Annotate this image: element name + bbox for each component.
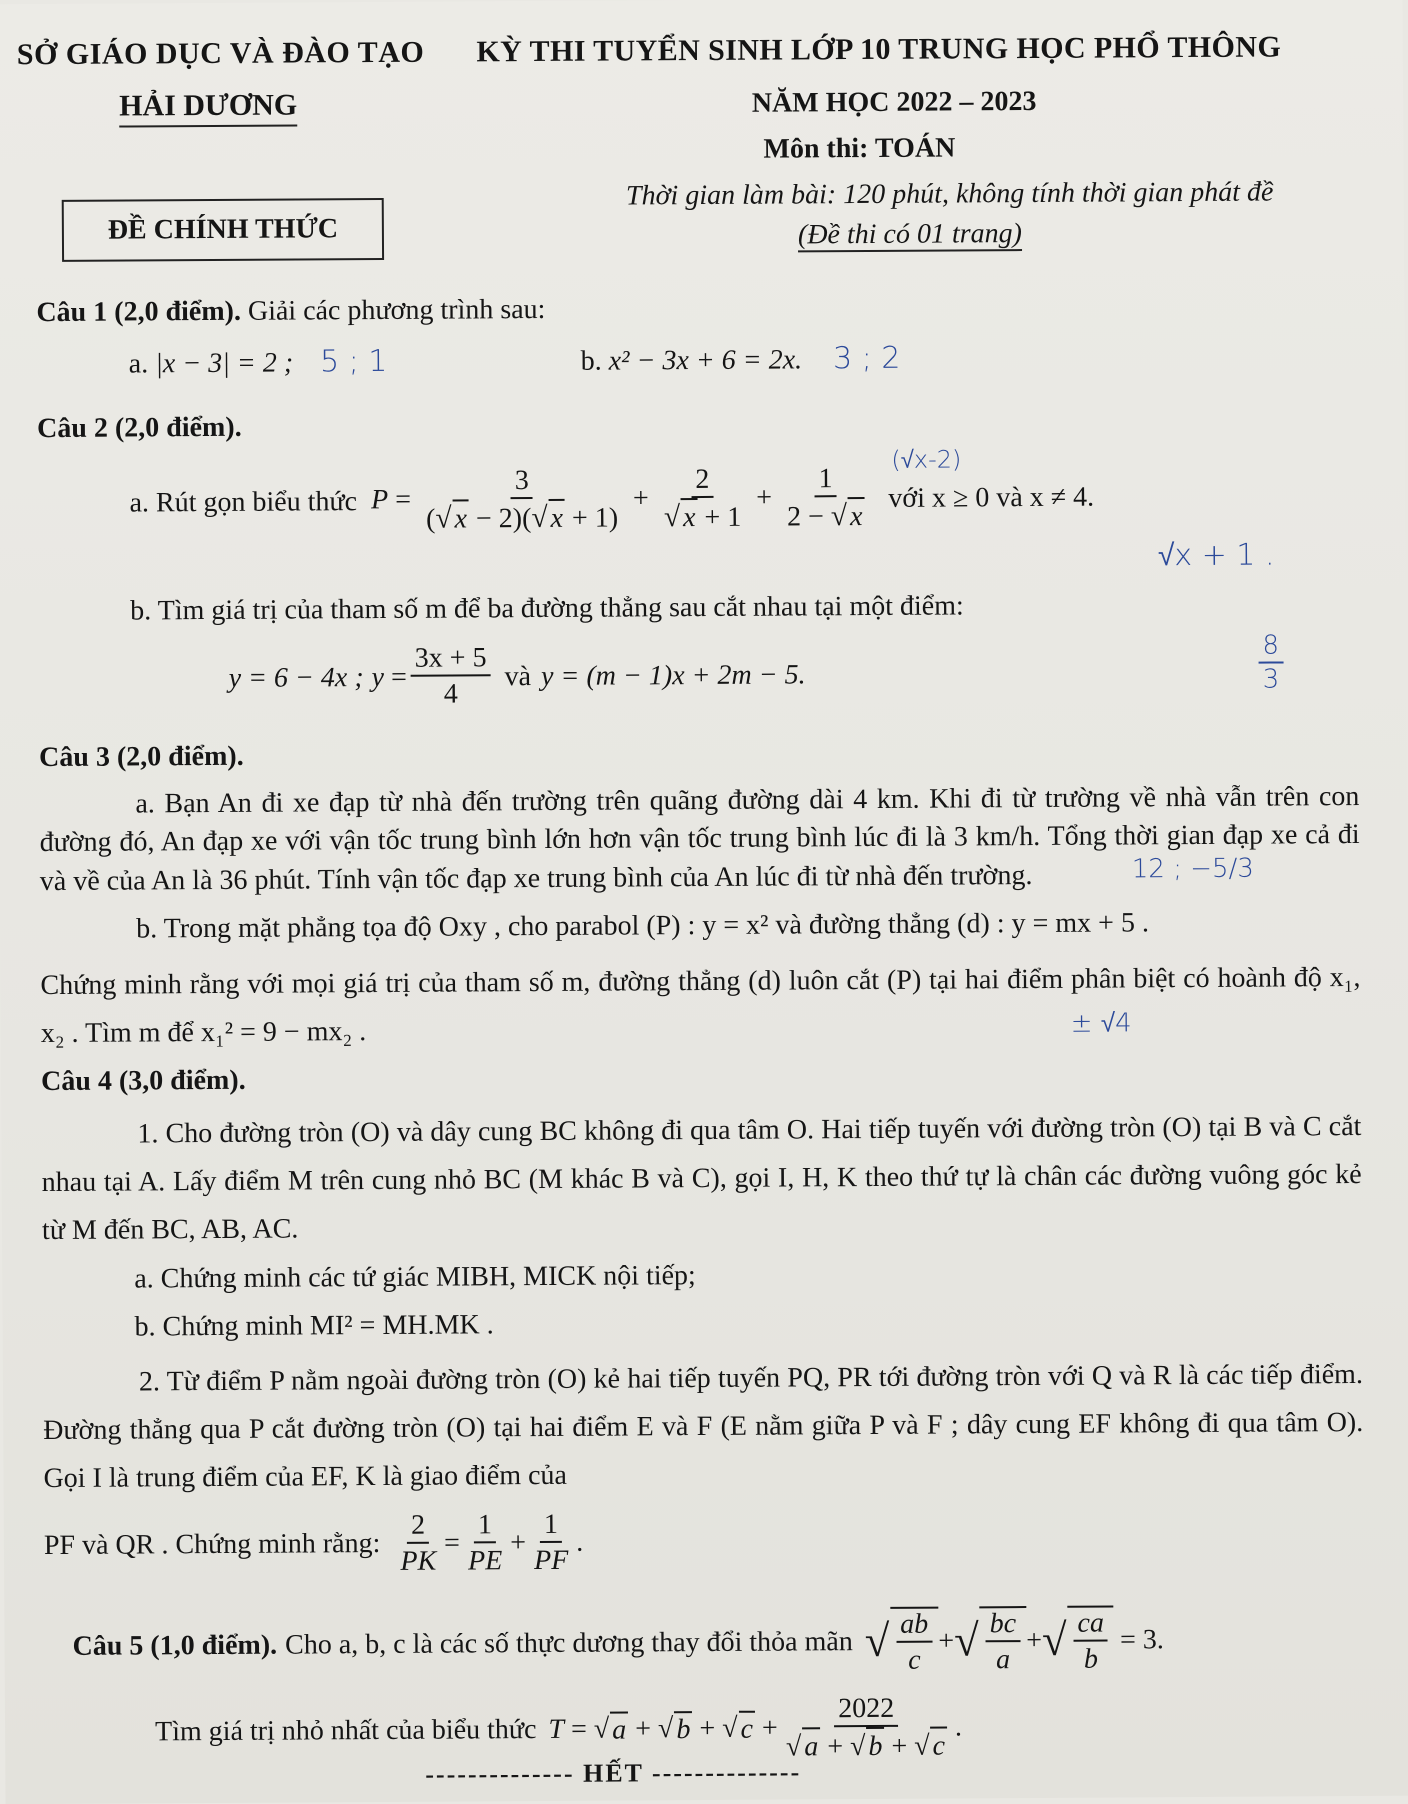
department-name: SỞ GIÁO DỤC VÀ ĐÀO TẠO	[16, 35, 425, 72]
pages-note-wrap	[440, 216, 1380, 254]
q2-b-eq1: y = 6 − 4x ;	[228, 662, 364, 694]
exam-title: KỲ THI TUYỂN SINH LỚP 10 TRUNG HỌC PHỔ THÔNG	[476, 30, 1282, 69]
q4-part1-text: 1. Cho đường tròn (O) và dây cung BC không đi qua tâm O. Hai tiếp tuyến với đường tròn (O) tại B và C cắt nhau tại A. Lấy điểm M trên cung nhỏ BC (M khác B và C), gọi I, H, K theo thứ tự là chân các đường vuông góc kẻ từ M đến BC, AB, AC.	[41, 1110, 1362, 1247]
q2-b-and: và	[504, 661, 532, 693]
q2-expression: P = $\frac{3}{(√ x - 2)(√ x + 1)}$ + $\frac{2}{√ x + 1}$ + $\frac{1}{2 - √ x}$	[371, 463, 873, 538]
official-exam-box: ĐỀ CHÍNH THỨC	[62, 198, 384, 262]
q3-b-text-2: Chứng minh rằng với mọi giá trị của tham số m, đường thẳng (d) luôn cắt (P) tại hai điểm phân biệt có hoành độ x₁, x₂ . Tìm m để x₁² = 9 − mx₂ .	[40, 962, 1361, 1049]
q2-b-text: b. Tìm giá trị của tham số m để ba đường thẳng sau cắt nhau tại một điểm:	[130, 590, 964, 627]
exam-body	[36, 288, 1365, 1773]
q2-b-handwritten: $\frac{8}{3}$	[1258, 631, 1283, 696]
q2-a	[129, 447, 1358, 552]
time-note: Thời gian làm bài: 120 phút, không tính thời gian phát đề	[625, 176, 1274, 212]
q1-a-label: a.	[128, 347, 149, 380]
q2-b-eq2: $\frac{3x + 5}{4}$	[411, 642, 491, 712]
q4-part2-text: 2. Từ điểm P nằm ngoài đường tròn (O) kẻ hai tiếp tuyến PQ, PR tới đường tròn với Q và R là các tiếp điểm. Đường thẳng qua P cắt đường tròn (O) tại hai điểm E và F (E nằm giữa P và F ; dây cung EF không đi qua tâm O). Gọi I là trung điểm của EF, K là giao điểm của	[43, 1358, 1364, 1494]
q3-title: Câu 3 (2,0 điểm).	[39, 740, 244, 773]
q3-b-text-1: b. Trong mặt phẳng tọa độ Oxy , cho parabol (P) : y = x² và đường thẳng (d) : y = mx + 5 .	[136, 906, 1150, 945]
province-name: HẢI DƯƠNG	[119, 88, 297, 127]
q3-a-handwritten: 12 ; −5/3	[1131, 853, 1254, 884]
q2-a-hand-row	[38, 537, 1358, 589]
q2-a-handwritten-2: (√x-2)	[891, 445, 962, 475]
school-year: NĂM HỌC 2022 – 2023	[751, 85, 1037, 119]
end-marker: -------------- HẾT --------------	[425, 1757, 802, 1789]
q3-b-handwritten: ± √4	[1070, 1008, 1132, 1040]
question-1	[36, 288, 1356, 330]
q5-constraint: √ $\frac{ab}{c}$ + √ $\frac{bc}{a}$ + √ $\frac{ca}{b}$ = 3.	[865, 1605, 1164, 1678]
q1-parts	[129, 338, 1357, 386]
q2-a-handwritten: √x + 1 .	[1157, 537, 1275, 574]
q4-part2-end-text: PF và QR . Chứng minh rằng:	[43, 1528, 381, 1562]
q4-part2-end	[44, 1499, 1364, 1585]
q3-a-text: a. Bạn An đi xe đạp từ nhà đến trường trên quãng đường dài 4 km. Khi đi từ trường về nhà vẫn trên con đường đó, An đạp xe với vận tốc trung bình lớn hơn vận tốc trung bình lúc đi là 3 km/h. Tổng thời gian đạp xe cả đi và về của An là 36 phút. Tính vận tốc đạp xe trung bình của An lúc đi từ nhà đến trường.	[39, 781, 1360, 897]
q2-frac-3: $\frac{1}{2 - √ x}$	[783, 463, 869, 535]
q1-b	[581, 340, 901, 378]
question-5	[44, 1599, 1364, 1687]
q4-identity: $\frac{2}{PK}$ = $\frac{1}{PE}$ + $\frac{1}{PF}$ .	[400, 1508, 584, 1577]
q1-a-handwritten: 5 ; 1	[319, 343, 388, 379]
q1-a-expr: |x − 3| = 2 ;	[155, 347, 294, 379]
q2-title: Câu 2 (2,0 điểm).	[37, 411, 242, 444]
q4-a: a. Chứng minh các tứ giác MIBH, MICK nội tiếp;	[134, 1260, 696, 1295]
q2-frac-2: $\frac{2}{√ x + 1}$	[663, 464, 742, 534]
exam-info-block	[379, 30, 1380, 254]
q2-a-condition: với x ≥ 0 và x ≠ 4.	[888, 482, 1095, 515]
q5-title: Câu 5 (1,0 điểm).	[72, 1629, 278, 1663]
q2-b-eq3: y = (m − 1)x + 2m − 5.	[540, 659, 806, 692]
q4-b: b. Chứng minh MI² = MH.MK .	[134, 1309, 494, 1343]
q5-text: Cho a, b, c là các số thực dương thay đổi thỏa mãn	[284, 1626, 853, 1661]
q1-b-handwritten: 3 ; 2	[832, 340, 901, 376]
q5-expression: T = √ a + √ b + √ c + $\frac{2022}{√ a + √ b + √ c}$ .	[548, 1692, 963, 1763]
q2-b-equations: y = 6 − 4x ; y = $\frac{3x + 5}{4}$ và y = (m − 1)x + 2m − 5. $\frac{8}{3}$	[228, 631, 1358, 720]
q5-text2: Tìm giá trị nhỏ nhất của biểu thức	[154, 1714, 537, 1748]
q1-b-expr: x² − 3x + 6 = 2x.	[608, 343, 803, 377]
q1-title: Câu 1 (2,0 điểm).	[36, 295, 242, 329]
q2-frac-1: $\frac{3}{(√ x - 2)(√ x + 1)}$	[425, 465, 619, 536]
q2-a-text: a. Rút gọn biểu thức	[129, 486, 358, 519]
pages-note: (Đề thi có 01 trang)	[797, 218, 1023, 251]
q1-b-label: b.	[580, 345, 602, 377]
subject: Môn thi: TOÁN	[763, 132, 956, 165]
q4-title: Câu 4 (3,0 điểm).	[41, 1065, 246, 1098]
q1-intro: Giải các phương trình sau:	[247, 293, 546, 327]
